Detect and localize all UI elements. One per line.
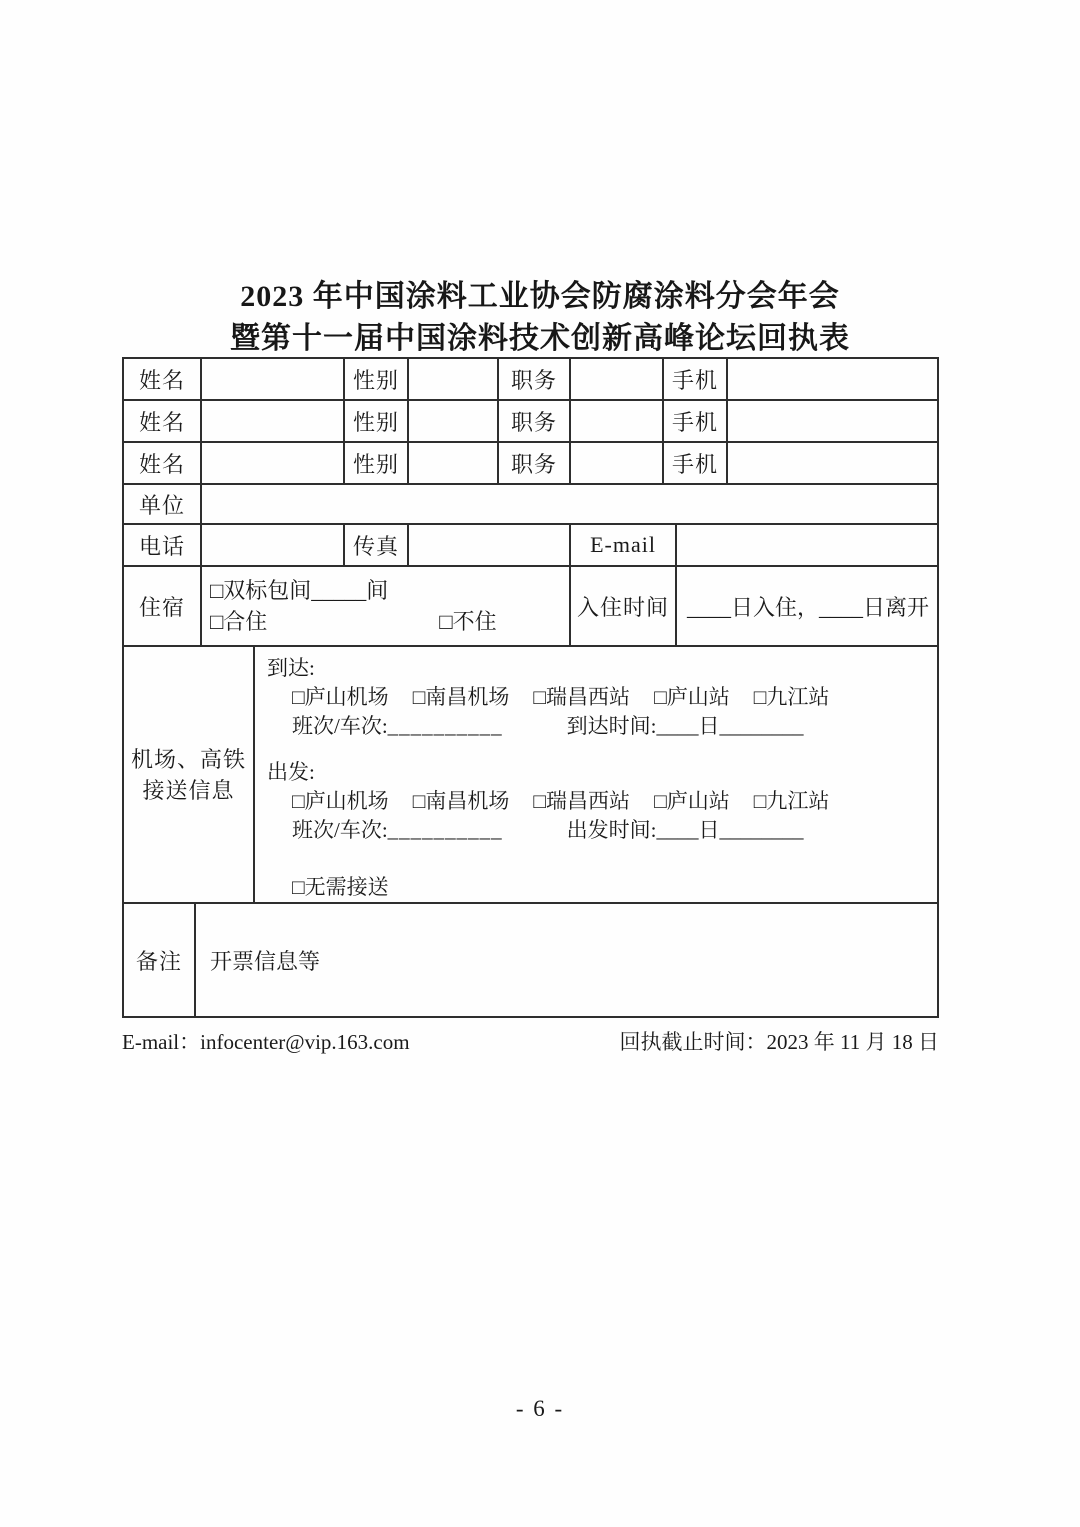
arrival-shift-line	[267, 712, 804, 741]
reply-form-table	[122, 357, 939, 1018]
name-label: 姓名	[124, 443, 202, 485]
departure-shift-line	[267, 816, 804, 845]
arrival-stations	[267, 683, 829, 712]
fax-label: 传真	[345, 525, 409, 567]
reply-deadline-text: 回执截止时间：2023 年 11 月 18 日	[619, 1030, 939, 1054]
checkbox-lushan-airport: □庐山机场	[292, 685, 389, 709]
mobile-label: 手机	[664, 443, 728, 485]
arrival-time-label: 到达时间:	[566, 714, 657, 738]
remarks-label: 备注	[124, 904, 196, 1016]
name-field	[202, 359, 345, 401]
company-field	[202, 485, 937, 525]
contact-row	[124, 525, 937, 567]
page-number: - 6 -	[515, 1396, 565, 1421]
mobile-label: 手机	[664, 401, 728, 443]
fax-field	[409, 525, 571, 567]
checkbox-share-room: □合住	[210, 609, 268, 634]
checkbox-nanchang-airport: □南昌机场	[412, 789, 510, 813]
lodging-options-line2	[210, 606, 497, 637]
remarks-row	[124, 904, 937, 1016]
checkbox-nanchang-airport: □南昌机场	[412, 685, 510, 709]
checkbox-no-transfer: □无需接送	[292, 875, 389, 899]
phone-field	[202, 525, 345, 567]
position-label: 职务	[499, 443, 571, 485]
name-field	[202, 401, 345, 443]
transfer-content	[255, 647, 937, 904]
mobile-field	[728, 401, 937, 443]
email-field	[677, 525, 937, 567]
checkbox-lushan-station: □庐山站	[654, 789, 730, 813]
checkbox-double-room: □双标包间_____间	[210, 578, 389, 603]
arrival-time-blank: ____日________	[656, 714, 804, 738]
mobile-field	[728, 359, 937, 401]
shift-number-label: 班次/车次:	[292, 818, 388, 842]
shift-number-blank: __________	[387, 818, 503, 842]
shift-number-label: 班次/车次:	[292, 714, 388, 738]
gender-label: 性别	[345, 401, 409, 443]
checkbox-ruichang-west-station: □瑞昌西站	[533, 685, 631, 709]
position-label: 职务	[499, 401, 571, 443]
gender-field	[409, 443, 499, 485]
mobile-field	[728, 443, 937, 485]
shift-number-blank: __________	[387, 714, 503, 738]
transfer-row	[124, 647, 937, 904]
email-label: E-mail	[571, 525, 677, 567]
checkin-time-label: 入住时间	[571, 567, 677, 647]
attendee-row	[124, 401, 937, 443]
transfer-label-line1: 机场、高铁	[130, 746, 246, 772]
name-label: 姓名	[124, 401, 202, 443]
checkin-time-field: ____日入住，____日离开	[677, 567, 937, 647]
checkbox-jiujiang-station: □九江站	[753, 685, 830, 709]
title-line-2: 暨第十一届中国涂料技术创新高峰论坛回执表	[230, 322, 850, 355]
checkbox-no-stay: □不住	[439, 609, 497, 634]
position-field	[571, 359, 664, 401]
company-row	[124, 485, 937, 525]
transfer-label	[124, 647, 255, 904]
transfer-label-line2: 接送信息	[142, 777, 235, 803]
position-label: 职务	[499, 359, 571, 401]
attendee-row	[124, 443, 937, 485]
gender-field	[409, 359, 499, 401]
gender-field	[409, 401, 499, 443]
departure-time-label: 出发时间:	[566, 818, 657, 842]
name-label: 姓名	[124, 359, 202, 401]
departure-stations	[267, 787, 829, 816]
departure-title: 出发:	[267, 760, 315, 784]
checkbox-lushan-airport: □庐山机场	[292, 789, 389, 813]
checkbox-lushan-station: □庐山站	[654, 685, 730, 709]
lodging-row	[124, 567, 937, 647]
position-field	[571, 401, 664, 443]
position-field	[571, 443, 664, 485]
footer	[122, 1026, 939, 1056]
checkbox-jiujiang-station: □九江站	[753, 789, 830, 813]
remarks-field: 开票信息等	[210, 948, 321, 974]
document-title	[0, 276, 1080, 360]
attendee-row	[124, 359, 937, 401]
lodging-options	[202, 567, 571, 647]
phone-label: 电话	[124, 525, 202, 567]
company-label: 单位	[124, 485, 202, 525]
contact-email-text: E-mail：infocenter@vip.163.com	[122, 1030, 410, 1054]
lodging-label: 住宿	[124, 567, 202, 647]
departure-time-blank: ____日________	[656, 818, 804, 842]
name-field	[202, 443, 345, 485]
gender-label: 性别	[345, 443, 409, 485]
mobile-label: 手机	[664, 359, 728, 401]
checkbox-ruichang-west-station: □瑞昌西站	[533, 789, 631, 813]
gender-label: 性别	[345, 359, 409, 401]
arrival-title: 到达:	[267, 656, 315, 680]
title-line-1: 2023 年中国涂料工业协会防腐涂料分会年会	[240, 280, 840, 313]
